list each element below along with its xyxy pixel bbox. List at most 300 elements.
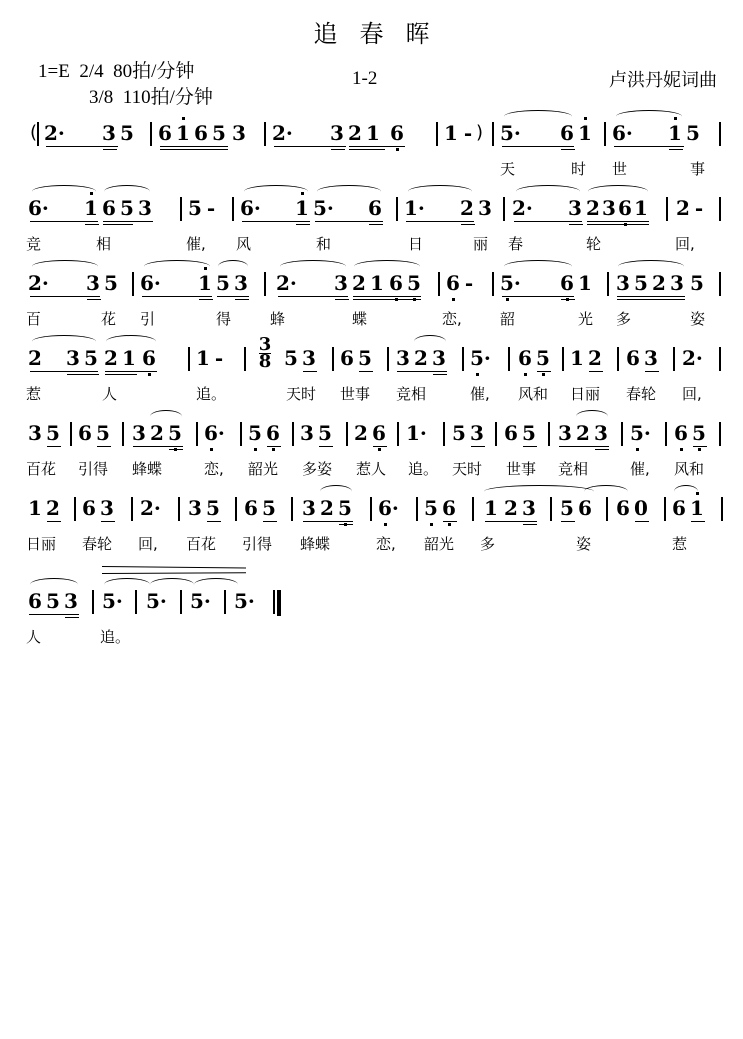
underline	[645, 371, 659, 372]
barline	[397, 422, 399, 446]
slur	[588, 185, 648, 198]
lyric: 催,	[630, 460, 650, 478]
barline	[396, 197, 398, 221]
underline	[335, 299, 349, 300]
lyric: 追。	[196, 385, 227, 403]
lyric: 竞相	[396, 385, 427, 403]
lyric: 光	[578, 310, 594, 328]
lyric: 韶光	[248, 460, 279, 478]
barline	[235, 497, 237, 521]
slur	[218, 260, 248, 273]
note: 1	[578, 271, 592, 295]
note: 5	[318, 421, 332, 445]
slur	[516, 185, 580, 198]
barline	[291, 497, 293, 521]
note: 1	[370, 271, 384, 295]
repeat-paren-close: )	[476, 122, 484, 143]
note: 3	[64, 589, 78, 613]
underline	[561, 521, 575, 522]
underline	[461, 224, 475, 225]
note: 5	[560, 496, 574, 520]
note: 1	[634, 196, 648, 220]
lyric: 引	[140, 310, 156, 328]
barline	[436, 122, 438, 146]
lyric: 花	[101, 310, 117, 328]
underline	[315, 221, 383, 222]
note: 5	[46, 421, 60, 445]
note: 5	[84, 346, 98, 370]
slur	[32, 260, 98, 273]
lyric: 韶	[500, 310, 516, 328]
lyric: 多	[480, 535, 496, 553]
note: 5	[188, 196, 202, 220]
underline	[523, 446, 537, 447]
underline	[47, 446, 61, 447]
lyric: 百花	[186, 535, 217, 553]
barline	[472, 497, 474, 521]
note: 6·	[140, 271, 161, 295]
lyric: 天	[500, 160, 516, 178]
note: 3	[478, 196, 492, 220]
underline	[142, 296, 212, 297]
barline	[443, 422, 445, 446]
note: 6	[194, 121, 208, 145]
note: 3	[188, 496, 202, 520]
underline	[103, 149, 117, 150]
note: 3	[138, 196, 152, 220]
lyric: 人	[102, 385, 118, 403]
underline	[595, 449, 609, 450]
underline	[502, 146, 574, 147]
lyric: 天时	[452, 460, 483, 478]
note: 5	[96, 421, 110, 445]
tie	[150, 578, 194, 591]
underline	[471, 446, 485, 447]
note: 3	[302, 346, 316, 370]
underline	[691, 521, 705, 522]
note: 5	[104, 271, 118, 295]
lyric: 得	[216, 310, 232, 328]
note: 5	[690, 271, 704, 295]
note: 3	[522, 496, 536, 520]
note: 6	[616, 496, 630, 520]
note: 6	[442, 496, 456, 520]
note: 5·	[190, 589, 211, 613]
note: 6	[244, 496, 258, 520]
lyric: 日	[408, 235, 424, 253]
tie	[104, 578, 150, 591]
slur	[317, 185, 381, 198]
barline	[462, 347, 464, 371]
lyric: 催,	[186, 235, 206, 253]
note: 2	[586, 196, 600, 220]
slur	[32, 335, 96, 348]
underline	[235, 299, 249, 300]
note: 1	[122, 346, 136, 370]
note: 3	[300, 421, 314, 445]
note: 2	[28, 346, 42, 370]
underline	[199, 299, 213, 300]
lyric: 丽	[473, 235, 489, 253]
note: 0	[634, 496, 648, 520]
underline	[303, 371, 317, 372]
note: 3	[100, 496, 114, 520]
underline	[207, 521, 221, 522]
key-tempo-line1: 1=E 2/4 80拍/分钟	[38, 61, 195, 82]
barline	[37, 122, 39, 146]
barline	[387, 347, 389, 371]
note: 6·	[240, 196, 261, 220]
underline	[523, 524, 537, 525]
slur	[616, 110, 682, 123]
note: 5	[168, 421, 182, 445]
lyric: 相	[96, 235, 112, 253]
dash: -	[464, 271, 474, 295]
note: 5	[522, 421, 536, 445]
note: 3	[234, 271, 248, 295]
barline	[438, 272, 440, 296]
note: 6	[389, 271, 403, 295]
note: 1	[668, 121, 682, 145]
score-row-5	[0, 422, 743, 497]
underline	[339, 524, 353, 525]
lyric: 百	[26, 310, 42, 328]
note: 6	[504, 421, 518, 445]
note: 6	[446, 271, 460, 295]
underline	[65, 617, 79, 618]
underline	[359, 371, 373, 372]
decrescendo-line-bottom	[102, 572, 246, 574]
note: 1	[198, 271, 212, 295]
barline	[150, 122, 152, 146]
barline	[665, 422, 667, 446]
barline	[503, 197, 505, 221]
note: 5	[284, 346, 298, 370]
lyric: 回,	[138, 535, 158, 553]
underline	[617, 299, 685, 300]
note: 3	[470, 421, 484, 445]
lyric: 引得	[78, 460, 109, 478]
lyric: 轮	[586, 235, 602, 253]
barline	[508, 347, 510, 371]
barline	[240, 422, 242, 446]
note: 6	[618, 196, 632, 220]
note: 6	[390, 121, 404, 145]
lyric: 世	[612, 160, 628, 178]
underline	[105, 371, 157, 372]
underline	[133, 446, 183, 447]
barline	[244, 347, 246, 371]
underline	[433, 374, 447, 375]
lyric: 风和	[674, 460, 705, 478]
underline	[559, 446, 609, 447]
lyric: 恋,	[442, 310, 462, 328]
note: 2	[414, 346, 428, 370]
underline	[561, 149, 575, 150]
note: 5	[424, 496, 438, 520]
note: 5·	[500, 121, 521, 145]
form-label: 1-2	[352, 68, 378, 89]
note: 3	[102, 121, 116, 145]
slur	[408, 185, 472, 198]
barline	[264, 122, 266, 146]
slur	[30, 578, 78, 591]
key-tempo-line2: 3/8 110拍/分钟	[89, 87, 213, 108]
note: 3	[28, 421, 42, 445]
note: 2	[576, 421, 590, 445]
barline	[604, 122, 606, 146]
underline	[296, 224, 310, 225]
lyric: 世事	[340, 385, 371, 403]
underline	[103, 221, 153, 222]
underline	[30, 296, 100, 297]
note: 5·	[630, 421, 651, 445]
underline	[397, 371, 447, 372]
lyric: 百花	[26, 460, 57, 478]
underline	[105, 374, 137, 375]
slur	[244, 185, 308, 198]
note: 6	[158, 121, 172, 145]
final-barline-thin	[273, 590, 275, 614]
lyric: 蜂蝶	[300, 535, 331, 553]
barline	[550, 497, 552, 521]
slur	[104, 185, 150, 198]
lyric: 竞	[26, 235, 42, 253]
note: 6	[674, 421, 688, 445]
score-row-7	[0, 590, 743, 665]
lyric: 人	[26, 628, 42, 646]
underline	[263, 521, 277, 522]
barline	[495, 422, 497, 446]
note: 5	[216, 271, 230, 295]
barline	[70, 422, 72, 446]
note: 2·	[276, 271, 297, 295]
lyric: 惹	[672, 535, 688, 553]
note: 2	[46, 496, 60, 520]
lyric: 日丽	[26, 535, 57, 553]
lyric: 多	[616, 310, 632, 328]
lyric: 回,	[682, 385, 702, 403]
note: 2	[504, 496, 518, 520]
note: 2	[348, 121, 362, 145]
underline	[267, 446, 281, 447]
underline	[46, 146, 118, 147]
note: 6·	[28, 196, 49, 220]
note: 1	[366, 121, 380, 145]
slur	[150, 410, 182, 423]
note: 1	[196, 346, 210, 370]
barline	[719, 272, 721, 296]
barline	[370, 497, 372, 521]
lyric: 事	[690, 160, 706, 178]
lyric: 惹	[26, 385, 42, 403]
note: 2	[676, 196, 690, 220]
note: 1	[578, 121, 592, 145]
note: 3	[602, 196, 616, 220]
barline	[232, 197, 234, 221]
score-row-6	[0, 497, 743, 572]
note: 6	[368, 196, 382, 220]
underline	[369, 224, 383, 225]
underline	[278, 296, 348, 297]
slur	[320, 485, 352, 498]
underline	[160, 149, 228, 150]
note: 5	[358, 346, 372, 370]
underline	[353, 296, 421, 297]
lyric: 姿	[690, 310, 706, 328]
note: 3	[232, 121, 246, 145]
note: 3	[396, 346, 410, 370]
underline	[85, 224, 99, 225]
note: 5	[634, 271, 648, 295]
score-row-4	[0, 334, 743, 422]
song-title: 追春晖	[313, 20, 452, 48]
slur	[674, 485, 698, 498]
note: 5	[536, 346, 550, 370]
note: 1	[295, 196, 309, 220]
barline	[74, 497, 76, 521]
underline	[101, 521, 115, 522]
barline	[180, 197, 182, 221]
note: 5·	[470, 346, 491, 370]
note: 6	[266, 421, 280, 445]
underline	[537, 371, 551, 372]
lyric: 恋,	[376, 535, 396, 553]
note: 5	[262, 496, 276, 520]
underline	[160, 146, 228, 147]
underline	[87, 299, 101, 300]
note: 5	[46, 589, 60, 613]
note: 2·	[272, 121, 293, 145]
slur	[414, 335, 446, 348]
underline	[514, 221, 582, 222]
note: 5	[248, 421, 262, 445]
barline	[666, 197, 668, 221]
note: 1	[484, 496, 498, 520]
note: 2	[352, 271, 366, 295]
lyric: 引得	[242, 535, 273, 553]
underline	[217, 296, 249, 297]
note: 6	[560, 121, 574, 145]
underline	[169, 449, 183, 450]
underline	[349, 146, 405, 147]
lyric: 和	[316, 235, 332, 253]
barline	[92, 590, 94, 614]
barline	[135, 590, 137, 614]
lyric: 春	[508, 235, 524, 253]
note: 3	[66, 346, 80, 370]
note: 6	[78, 421, 92, 445]
underline	[242, 221, 310, 222]
note: 2·	[28, 271, 49, 295]
note: 2·	[140, 496, 161, 520]
lyric: 恋,	[204, 460, 224, 478]
note: 5	[120, 121, 134, 145]
note: 3	[432, 346, 446, 370]
note: 1	[84, 196, 98, 220]
slur	[144, 260, 210, 273]
lyric: 时	[571, 160, 587, 178]
underline	[274, 146, 346, 147]
slur	[618, 260, 684, 273]
note: 5	[452, 421, 466, 445]
underline	[30, 371, 98, 372]
note: 6·	[204, 421, 225, 445]
slur	[32, 185, 96, 198]
underline	[406, 221, 474, 222]
barline	[607, 272, 609, 296]
note: 5·	[313, 196, 334, 220]
underline	[693, 446, 707, 447]
barline	[264, 272, 266, 296]
note: 6	[28, 589, 42, 613]
lyric: 惹人	[356, 460, 387, 478]
lyric: 追。	[100, 628, 131, 646]
lyric: 蜂	[270, 310, 286, 328]
note: 5·	[500, 271, 521, 295]
lyric: 春轮	[626, 385, 657, 403]
barline	[132, 272, 134, 296]
lyric: 世事	[506, 460, 537, 478]
dash: -	[206, 196, 216, 220]
barline	[492, 272, 494, 296]
note: 1	[28, 496, 42, 520]
note: 5	[212, 121, 226, 145]
dash: -	[694, 196, 704, 220]
underline	[353, 299, 421, 300]
underline	[502, 296, 574, 297]
underline	[331, 149, 345, 150]
underline	[617, 296, 685, 297]
barline	[664, 497, 666, 521]
barline	[719, 422, 721, 446]
note: 5	[686, 121, 700, 145]
lyric: 蜂蝶	[132, 460, 163, 478]
barline	[180, 590, 182, 614]
underline	[29, 614, 79, 615]
barline	[721, 497, 723, 521]
note: 6	[672, 496, 686, 520]
note: 5	[692, 421, 706, 445]
underline	[319, 446, 333, 447]
lyric: 风和	[518, 385, 549, 403]
barline	[178, 497, 180, 521]
lyric: 多姿	[302, 460, 333, 478]
final-barline-thick	[277, 590, 281, 616]
lyric: 蝶	[352, 310, 368, 328]
slur	[280, 260, 346, 273]
note: 2	[652, 271, 666, 295]
lyric: 天时	[286, 385, 317, 403]
note: 6	[102, 196, 116, 220]
slur	[576, 410, 608, 423]
underline	[373, 446, 387, 447]
underline	[635, 521, 649, 522]
barline	[416, 497, 418, 521]
note: 5·	[102, 589, 123, 613]
barline	[673, 347, 675, 371]
barline	[606, 497, 608, 521]
underline	[303, 521, 353, 522]
note: 3	[616, 271, 630, 295]
note: 2	[460, 196, 474, 220]
note: 6	[142, 346, 156, 370]
slur	[504, 110, 572, 123]
lyric: 回,	[675, 235, 695, 253]
note: 2	[588, 346, 602, 370]
note: 6	[82, 496, 96, 520]
note: 3	[558, 421, 572, 445]
